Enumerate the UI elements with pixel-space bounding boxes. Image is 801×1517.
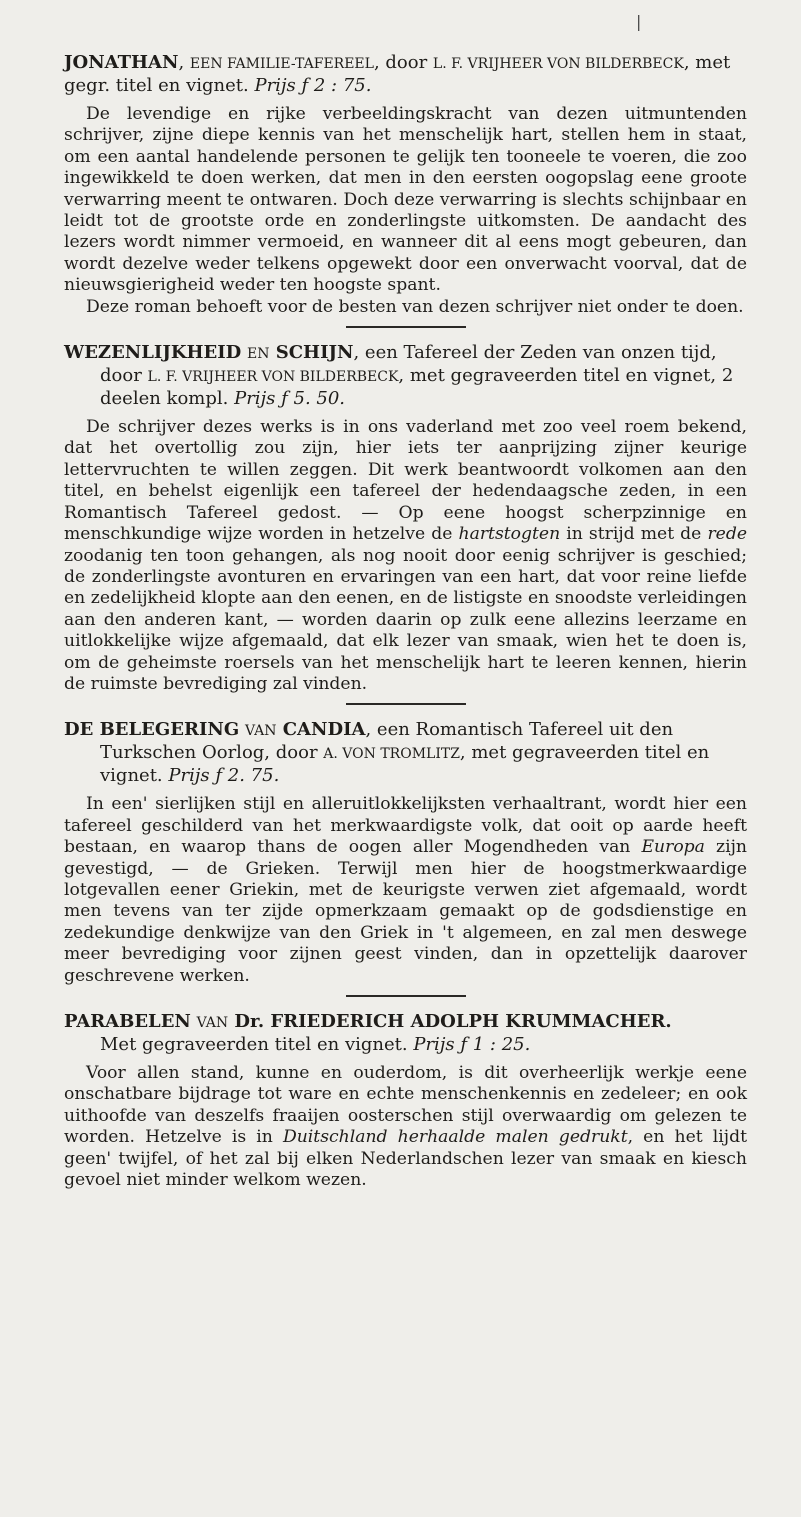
entry-body: De schrijver dezes werks is in ons vaderland met zoo veel roem bekend, dat het overtollig zou zijn, hier iets ter aanprijzing zijner keurige lettervruchten te willen zeggen. Dit werk beantwoordt volkomen aan den titel, en behelst eigenlijk een tafereel der hedendaagsche zeden, in een Romantisch Tafereel gedost. — Op eene hoogst scherpzinnige en menschkundige wijze worden in hetzelve de hartstogten in strijd met de rede zoodanig ten toon gehangen, als nog nooit door eenig schrijver is geschied; de zonderlingste avonturen en ervaringen van een hart, dat voor reine liefde en zedelijkheid klopte aan den eenen, en de listigste en snoodste verleidingen aan den anderen kant, — worden daarin op zulk eene allezins leerzame en uitlokkelijke wijze afgemaald, dat elk lezer van smaak, wien het te doen is, om de geheimste roersels van het menschelijk hart te leeren kennen, hierin de ruimste bevrediging zal vinden. bbox=[64, 417, 747, 694]
entry-price: Prijs ƒ 5. 50. bbox=[234, 388, 346, 410]
entry-title: WEZENLIJKHEID EN SCHIJN, een Tafereel der Zeden van onzen tijd, door L. F. VRIJHEER VON BILDERBECK, met gegraveerden titel en vignet, 2 deelen kompl. Prijs ƒ 5. 50. bbox=[64, 342, 734, 410]
entry-heading: WEZENLIJKHEID bbox=[64, 342, 242, 364]
entry-title: DE BELEGERING VAN CANDIA, een Romantisch Tafereel uit den Turkschen Oorlog, door A. VON TROMLITZ, met gegraveerden titel en vignet. Prijs ƒ 2. 75. bbox=[64, 719, 710, 787]
divider-rule bbox=[346, 995, 466, 997]
entry-heading: DE BELEGERING bbox=[64, 719, 240, 741]
entry-price: Prijs ƒ 1 : 25. bbox=[413, 1034, 531, 1055]
entry-body: In een' sierlijken stijl en alleruitlokkelijksten verhaaltrant, wordt hier een tafereel geschilderd van het merkwaardigste volk, dat ooit op aarde heeft bestaan, en waarop thans de oogen aller Mogendheden van Europa zijn gevestigd, — de Grieken. Terwijl men hier de hoogstmerkwaardige lotgevallen eener Griekin, met de keurigste verwen ziet afgemaald, wordt men tevens van ter zijde opmerkzaam gemaakt op de godsdienstige en zedekundige denkwijze van den Griek in 't algemeen, en zal men deswege meer bevrediging voor zijnen geest vinden, dan in opzettelijk daarover geschrevene werken. bbox=[64, 794, 747, 986]
entry-body: Voor allen stand, kunne en ouderdom, is dit overheerlijk werkje eene onschatbare bijdrage tot ware en echte menschenkennis en zedeleer; en ook uithoofde van deszelfs fraaijen oosterschen stijl overwaardig om gelezen te worden. Hetzelve is in Duitschland herhaalde malen gedrukt, en het lijdt geen' twijfel, of het zal bij elken Nederlandschen lezer van smaak en kiesch gevoel niet minder welkom wezen. bbox=[64, 1063, 747, 1191]
entry-title: PARABELEN VAN Dr. FRIEDERICH ADOLPH KRUMMACHER. Met gegraveerden titel en vignet. Prijs ƒ 1 : 25. bbox=[64, 1011, 672, 1055]
entry-parabelen bbox=[64, 1011, 747, 1191]
entry-price: Prijs ƒ 2 : 75. bbox=[254, 75, 372, 96]
entry-wezenlijkheid bbox=[64, 342, 747, 695]
entry-author: L. F. VRIJHEER VON BILDERBECK bbox=[147, 369, 399, 386]
divider-rule bbox=[346, 703, 466, 705]
entry-body: De levendige en rijke verbeeldingskracht van dezen uitmuntenden schrijver, zijne diepe kennis van het menschelijk hart, stellen hem in staat, om een aantal handelende personen te gelijk ten tooneele te voeren, die zoo ingewikkeld te doen werken, dat men in den eersten oogopslag eene groote verwarring meent te ontwaren. Doch deze verwarring is slechts schijnbaar en leidt tot de grootste orde en zonderlingste uitkomsten. De aandacht des lezers wordt nimmer vermoeid, en wanneer dit al eens mogt gebeuren, dan wordt dezelve weder telkens opgewekt door een onverwacht voorval, dat de nieuwsgierigheid weder ten hoogste spant. bbox=[64, 104, 747, 296]
entry-jonathan bbox=[64, 52, 747, 318]
entry-belegering bbox=[64, 719, 747, 987]
page-mark: | bbox=[636, 12, 642, 31]
entry-title: JONATHAN, EEN FAMILIE-TAFEREEL, door L. F. VRIJHEER VON BILDERBECK, met gegr. titel en vignet. Prijs ƒ 2 : 75. bbox=[64, 52, 731, 96]
entry-body-2: Deze roman behoeft voor de besten van dezen schrijver niet onder te doen. bbox=[86, 296, 744, 317]
entry-author: A. VON TROMLITZ bbox=[323, 746, 460, 763]
divider-rule bbox=[346, 326, 466, 328]
entry-price: Prijs ƒ 2. 75. bbox=[168, 765, 280, 787]
entry-heading: PARABELEN bbox=[64, 1011, 191, 1032]
entry-subtitle: EEN FAMILIE-TAFEREEL bbox=[189, 56, 374, 72]
entry-heading: JONATHAN bbox=[64, 52, 179, 73]
entry-author: L. F. VRIJHEER VON BILDERBECK bbox=[432, 56, 684, 72]
